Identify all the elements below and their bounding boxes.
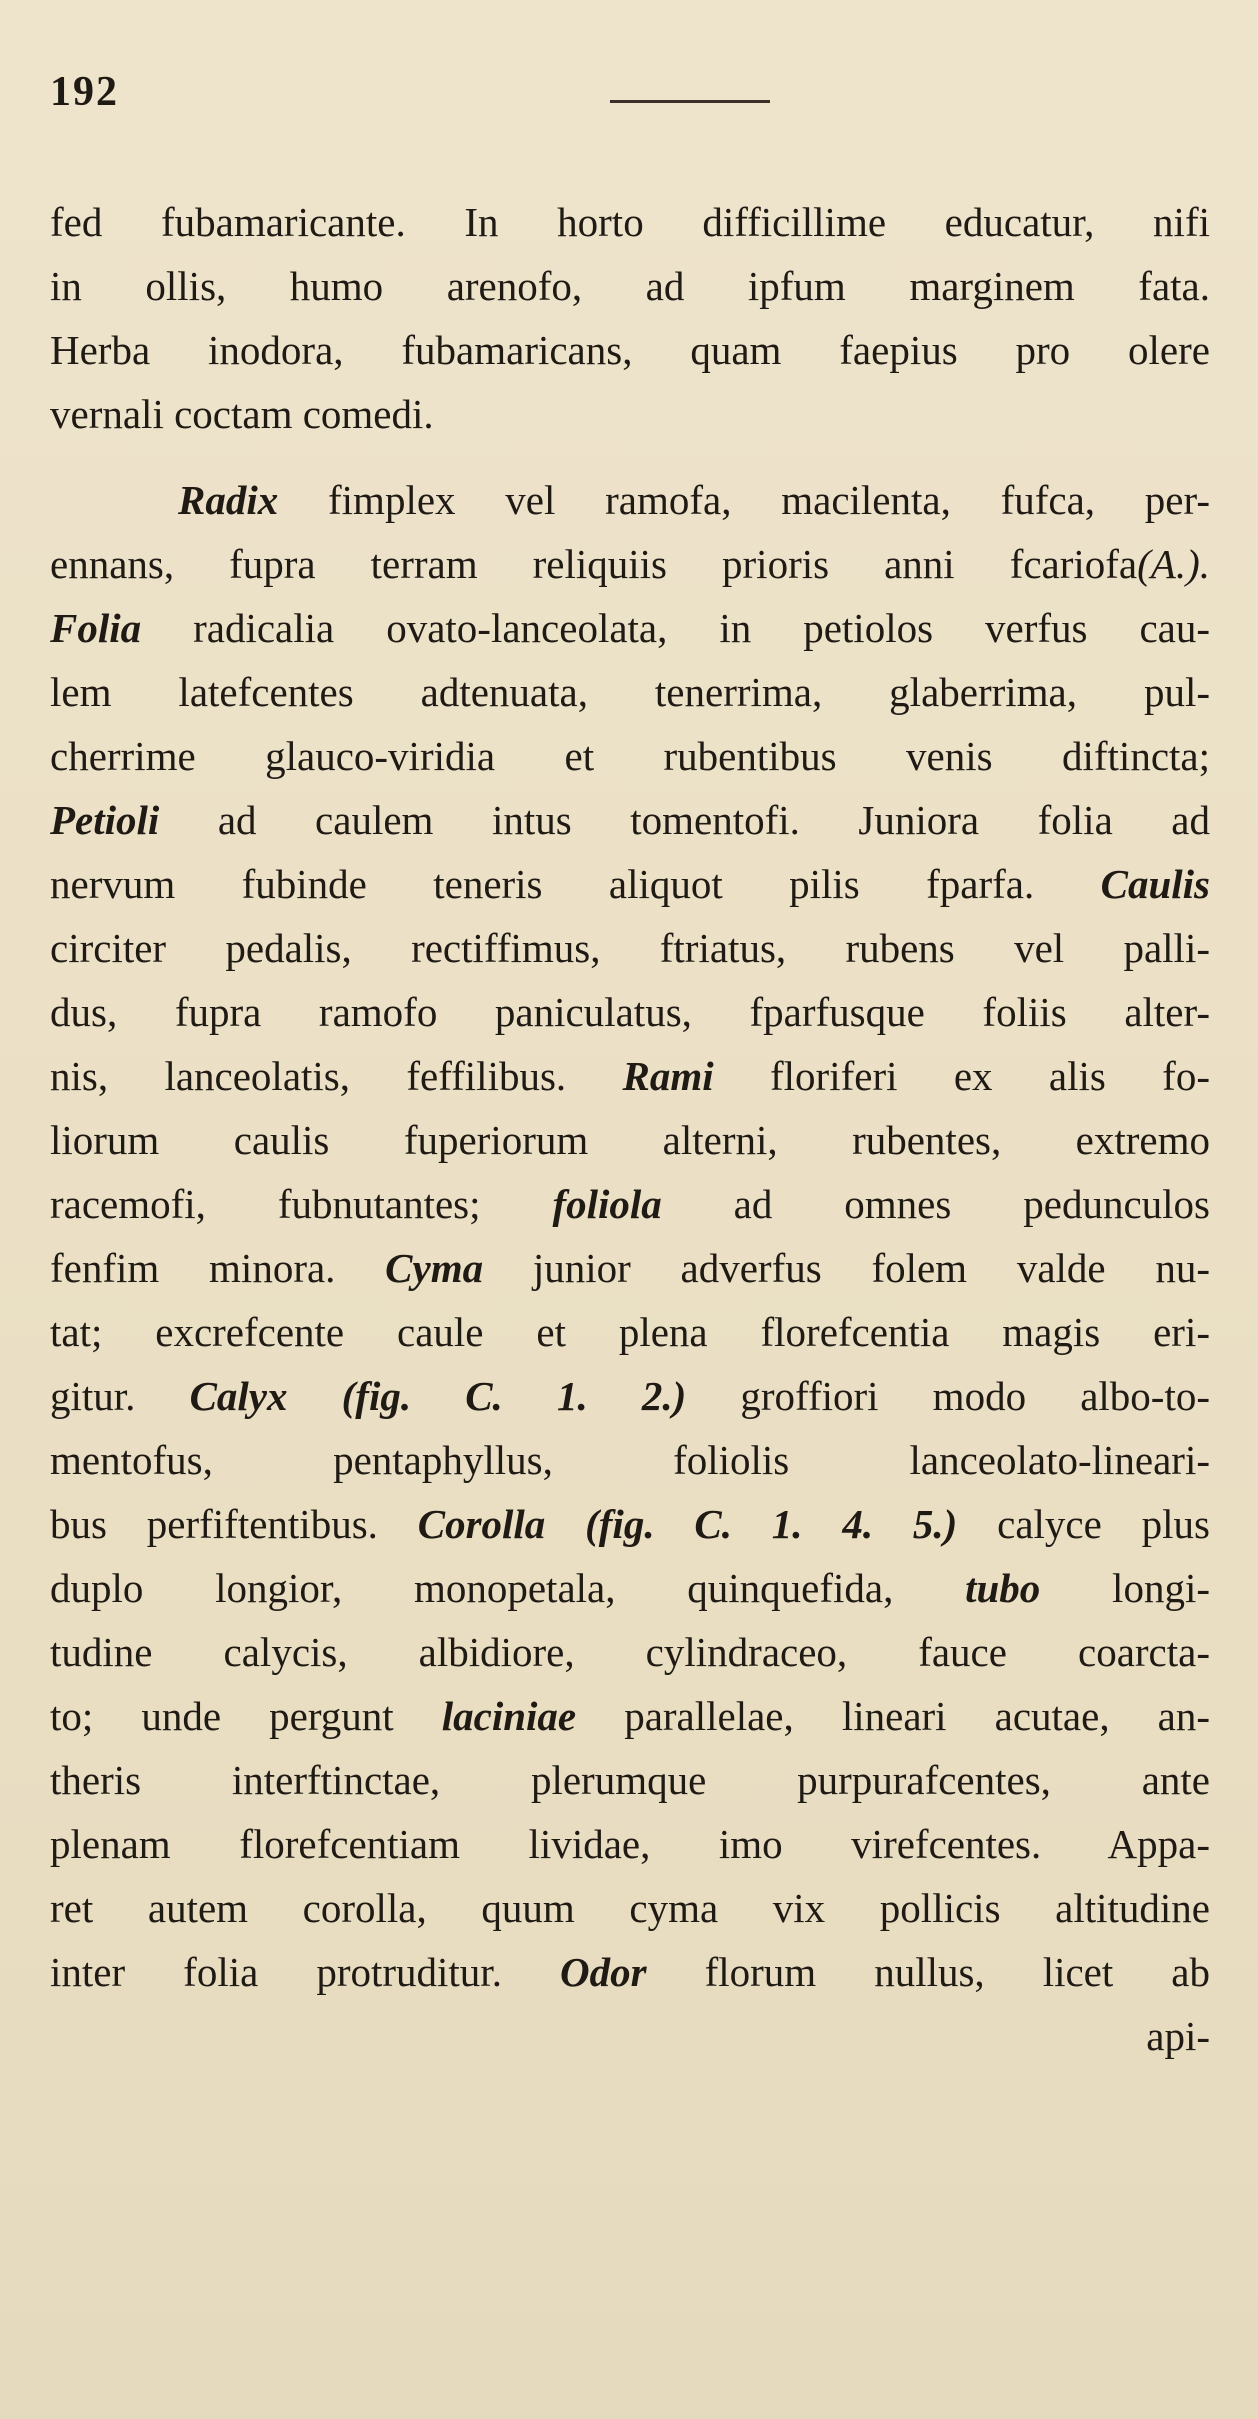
line-text: longi- bbox=[1040, 1565, 1210, 1611]
catchword: api- bbox=[1146, 2013, 1210, 2059]
text-line bbox=[50, 468, 1210, 532]
text-line: tudine calycis, albidiore, cylindraceo, fauce coarcta- bbox=[50, 1629, 1210, 1675]
text-line: ret autem corolla, quum cyma vix pollicis altitudine bbox=[50, 1885, 1210, 1931]
text-line bbox=[50, 1172, 1210, 1236]
line-text: nervum fubinde teneris aliquot pilis fparfa. bbox=[50, 861, 1101, 907]
term-foliola: foliola bbox=[552, 1181, 662, 1227]
term-odor: Odor bbox=[559, 1949, 647, 1995]
text-line: Herba inodora, fubamaricans, quam faepius pro olere bbox=[50, 327, 1210, 373]
text-line: mentofus, pentaphyllus, foliolis lanceolato-lineari- bbox=[50, 1437, 1210, 1483]
line-text: fimplex vel ramofa, macilenta, fufca, per- bbox=[278, 477, 1210, 523]
line-text: ad omnes pedunculos bbox=[661, 1181, 1210, 1227]
text-line bbox=[50, 1044, 1210, 1108]
text-line: lem latefcentes adtenuata, tenerrima, glaberrima, pul- bbox=[50, 669, 1210, 715]
line-text: inter folia protruditur. bbox=[50, 1949, 560, 1995]
line-text: junior adverfus folem valde nu- bbox=[483, 1245, 1210, 1291]
line-text: floriferi ex alis fo- bbox=[713, 1053, 1210, 1099]
term-caulis: Caulis bbox=[1100, 861, 1210, 907]
line-text: racemofi, fubnutantes; bbox=[50, 1181, 553, 1227]
text-line: circiter pedalis, rectiffimus, ftriatus, rubens vel palli- bbox=[50, 925, 1210, 971]
text-line bbox=[50, 1556, 1210, 1620]
text-line bbox=[50, 1940, 1210, 2004]
text-line: theris interftinctae, plerumque purpurafcentes, ante bbox=[50, 1757, 1210, 1803]
line-text: bus perfiftentibus. bbox=[50, 1501, 418, 1547]
line-text: ennans, fupra terram reliquiis prioris anni fcariofa bbox=[50, 541, 1138, 587]
text-line bbox=[50, 1492, 1210, 1556]
page-header bbox=[50, 68, 1210, 128]
text-line bbox=[50, 532, 1210, 596]
term-petioli: Petioli bbox=[50, 797, 160, 843]
text-line bbox=[50, 1236, 1210, 1300]
text-line: vernali coctam comedi. bbox=[50, 391, 434, 437]
term-radix: Radix bbox=[178, 477, 279, 523]
text-line: fed fubamaricante. In horto difficillime educatur, nifi bbox=[50, 199, 1210, 245]
text-line: tat; excrefcente caule et plena florefcentia magis eri- bbox=[50, 1309, 1210, 1355]
term-calyx: Calyx (fig. C. 1. 2.) bbox=[189, 1373, 687, 1419]
term-cyma: Cyma bbox=[385, 1245, 484, 1291]
text-line bbox=[50, 596, 1210, 660]
line-text: groffiori modo albo-to- bbox=[686, 1373, 1210, 1419]
line-text: duplo longior, monopetala, quinquefida, bbox=[50, 1565, 966, 1611]
term-tubo: tubo bbox=[965, 1565, 1041, 1611]
text-line: liorum caulis fuperiorum alterni, rubentes, extremo bbox=[50, 1117, 1210, 1163]
term-rami: Rami bbox=[622, 1053, 714, 1099]
text-line bbox=[50, 788, 1210, 852]
text-line bbox=[50, 852, 1210, 916]
line-text: nis, lanceolatis, feffilibus. bbox=[50, 1053, 623, 1099]
term-laciniae: laciniae bbox=[441, 1693, 577, 1739]
page-body bbox=[50, 190, 1210, 2068]
figure-reference: (A.). bbox=[1137, 541, 1210, 587]
text-line: cherrime glauco-viridia et rubentibus venis diftincta; bbox=[50, 733, 1210, 779]
line-text: fenfim minora. bbox=[50, 1245, 386, 1291]
text-line bbox=[50, 1684, 1210, 1748]
page-number: 192 bbox=[50, 69, 119, 115]
term-folia: Folia bbox=[50, 605, 142, 651]
term-corolla: Corolla (fig. C. 1. 4. 5.) bbox=[417, 1501, 958, 1547]
line-text: calyce plus bbox=[957, 1501, 1210, 1547]
text-line: in ollis, humo arenofo, ad ipfum marginem fata. bbox=[50, 263, 1210, 309]
line-text: parallelae, lineari acutae, an- bbox=[576, 1693, 1210, 1739]
line-text: ad caulem intus tomentofi. Juniora folia ad bbox=[159, 797, 1210, 843]
text-line: dus, fupra ramofo paniculatus, fparfusque foliis alter- bbox=[50, 989, 1210, 1035]
text-line bbox=[50, 1364, 1210, 1428]
line-text: to; unde pergunt bbox=[50, 1693, 442, 1739]
line-text: radicalia ovato-lanceolata, in petiolos verfus cau- bbox=[141, 605, 1210, 651]
text-line: plenam florefcentiam lividae, imo virefcentes. Appa- bbox=[50, 1821, 1210, 1867]
header-rule bbox=[610, 100, 770, 103]
line-text: florum nullus, licet ab bbox=[646, 1949, 1210, 1995]
line-text: gitur. bbox=[50, 1373, 190, 1419]
